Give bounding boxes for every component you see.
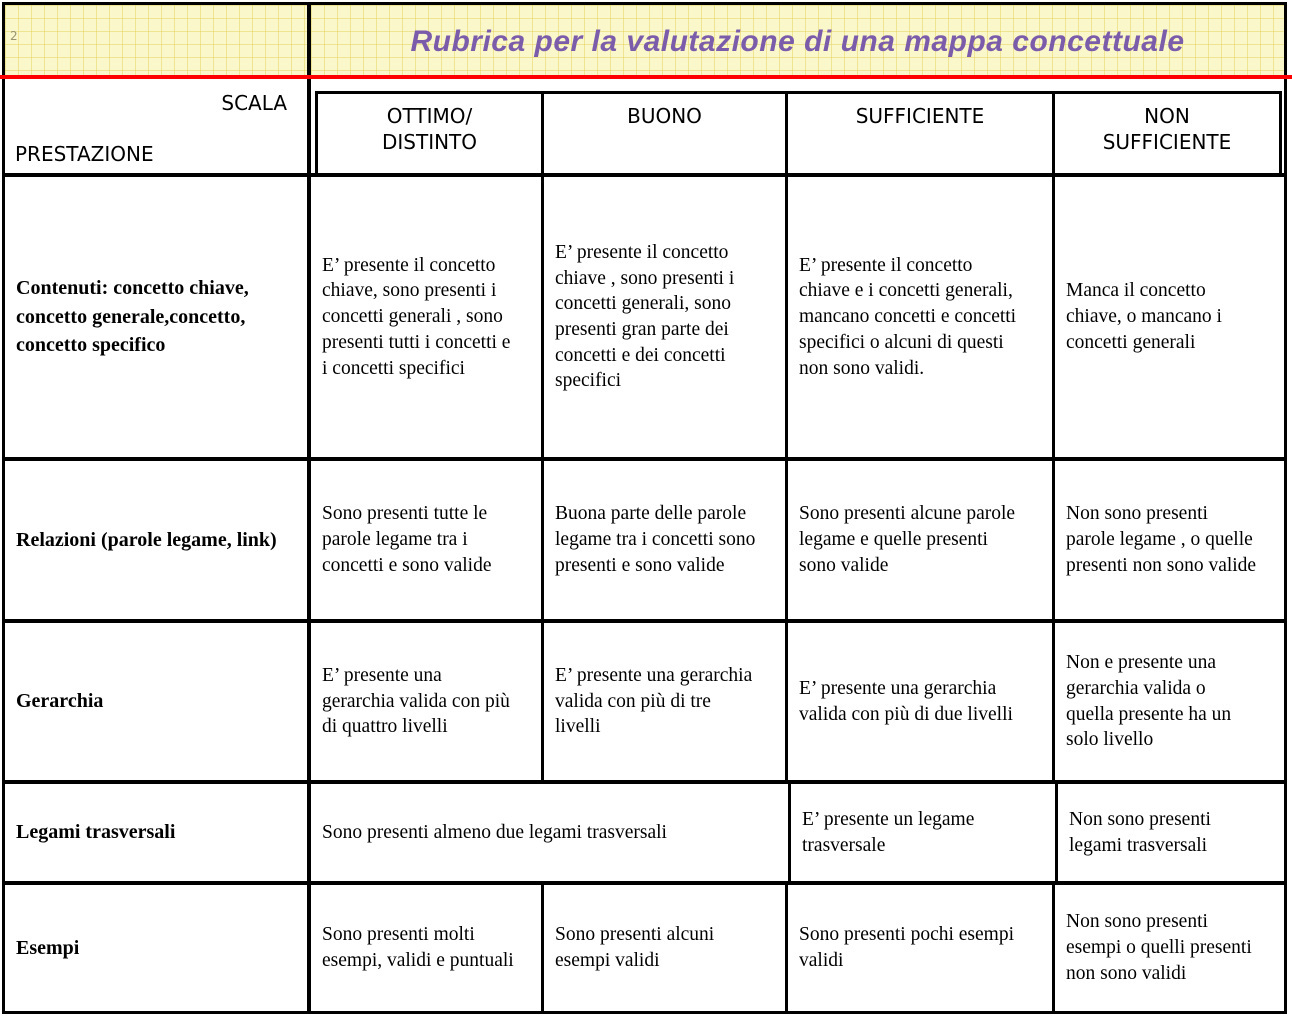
column-header-line: OTTIMO/ (386, 104, 473, 128)
column-header-line: DISTINTO (381, 130, 478, 154)
table-row-legami (5, 784, 1284, 885)
row-label: Contenuti: concetto chiave, concetto generale,concetto, concetto specifico (5, 177, 311, 457)
column-header-line: SUFFICIENTE (855, 104, 985, 128)
cell-contenuti-sufficiente: E’ presente il concetto chiave e i concetti generali, mancano concetti e concetti specifici o alcuni di questi non sono validi. (788, 177, 1055, 457)
column-header-ottimo-distinto (318, 94, 544, 173)
axis-header-cell (5, 78, 311, 173)
performance-axis-label: PRESTAZIONE (15, 142, 154, 166)
cell-contenuti-non-sufficiente: Manca il concetto chiave, o mancano i concetti generali (1066, 280, 1222, 353)
cell-relazioni-buono: Buona parte delle parole legame tra i concetti sono presenti e sono valide (544, 461, 788, 619)
title-band (5, 5, 1284, 78)
column-header-sufficiente (788, 94, 1055, 173)
column-header-line: BUONO (627, 104, 702, 128)
red-divider-line (0, 75, 1292, 79)
title-band-left-cell (5, 5, 311, 78)
table-body (5, 177, 1284, 1011)
row-label: Legami trasversali (5, 784, 311, 881)
rubric-table (2, 2, 1287, 1014)
row-label: Esempi (5, 885, 311, 1011)
column-header-line: NON (1144, 104, 1190, 128)
table-row-esempi (5, 885, 1284, 1011)
table-row-gerarchia (5, 623, 1284, 784)
cell-relazioni-sufficiente: Sono presenti alcune parole legame e quelle presenti sono valide (788, 461, 1055, 619)
cell-gerarchia-buono: E’ presente una gerarchia valida con più di tre livelli (544, 623, 788, 780)
cell-gerarchia-ottimo: E’ presente una gerarchia valida con più di quattro livelli (311, 623, 544, 780)
table-row-contenuti (5, 177, 1284, 461)
table-header-row (5, 78, 1284, 177)
page-title: Rubrica per la valutazione di una mappa concettuale (410, 24, 1185, 58)
cell-legami-sufficiente: E’ presente un legame trasversale (791, 784, 1058, 881)
cell-esempi-buono: Sono presenti alcuni esempi validi (544, 885, 788, 1011)
title-cell (311, 5, 1284, 78)
row-label: Relazioni (parole legame, link) (5, 461, 311, 619)
page-number: 2 (10, 29, 18, 43)
row-label: Gerarchia (5, 623, 311, 780)
column-header-buono (544, 94, 788, 173)
scale-axis-label: SCALA (221, 91, 287, 115)
scale-headers (315, 91, 1282, 173)
cell-esempi-ottimo: Sono presenti molti esempi, validi e puntuali (311, 885, 544, 1011)
cell-relazioni-ottimo: Sono presenti tutte le parole legame tra i concetti e sono valide (311, 461, 544, 619)
column-header-non-sufficiente (1055, 94, 1279, 173)
cell-esempi-sufficiente: Sono presenti pochi esempi validi (788, 885, 1055, 1011)
cell-contenuti-ottimo: E’ presente il concetto chiave, sono presenti i concetti generali , sono presenti tutti i concetti e i concetti specifici (311, 177, 544, 457)
scale-headers-wrap (311, 78, 1284, 173)
cell-esempi-non-sufficiente: Non sono presenti esempi o quelli presenti non sono validi (1066, 911, 1252, 984)
column-header-line: SUFFICIENTE (1102, 130, 1232, 154)
cell-legami-ottimo-buono-merged: Sono presenti almeno due legami trasversali (311, 784, 791, 881)
cell-gerarchia-non-sufficiente: Non e presente una gerarchia valida o quella presente ha un solo livello (1066, 652, 1232, 751)
cell-legami-non-sufficiente: Non sono presenti legami trasversali (1069, 808, 1211, 856)
cell-gerarchia-sufficiente: E’ presente una gerarchia valida con più di due livelli (788, 623, 1055, 780)
table-row-relazioni (5, 461, 1284, 623)
cell-relazioni-non-sufficiente: Non sono presenti parole legame , o quelle presenti non sono valide (1066, 503, 1257, 576)
cell-contenuti-buono: E’ presente il concetto chiave , sono presenti i concetti generali, sono presenti gran parte dei concetti e dei concetti specifici (544, 177, 788, 457)
